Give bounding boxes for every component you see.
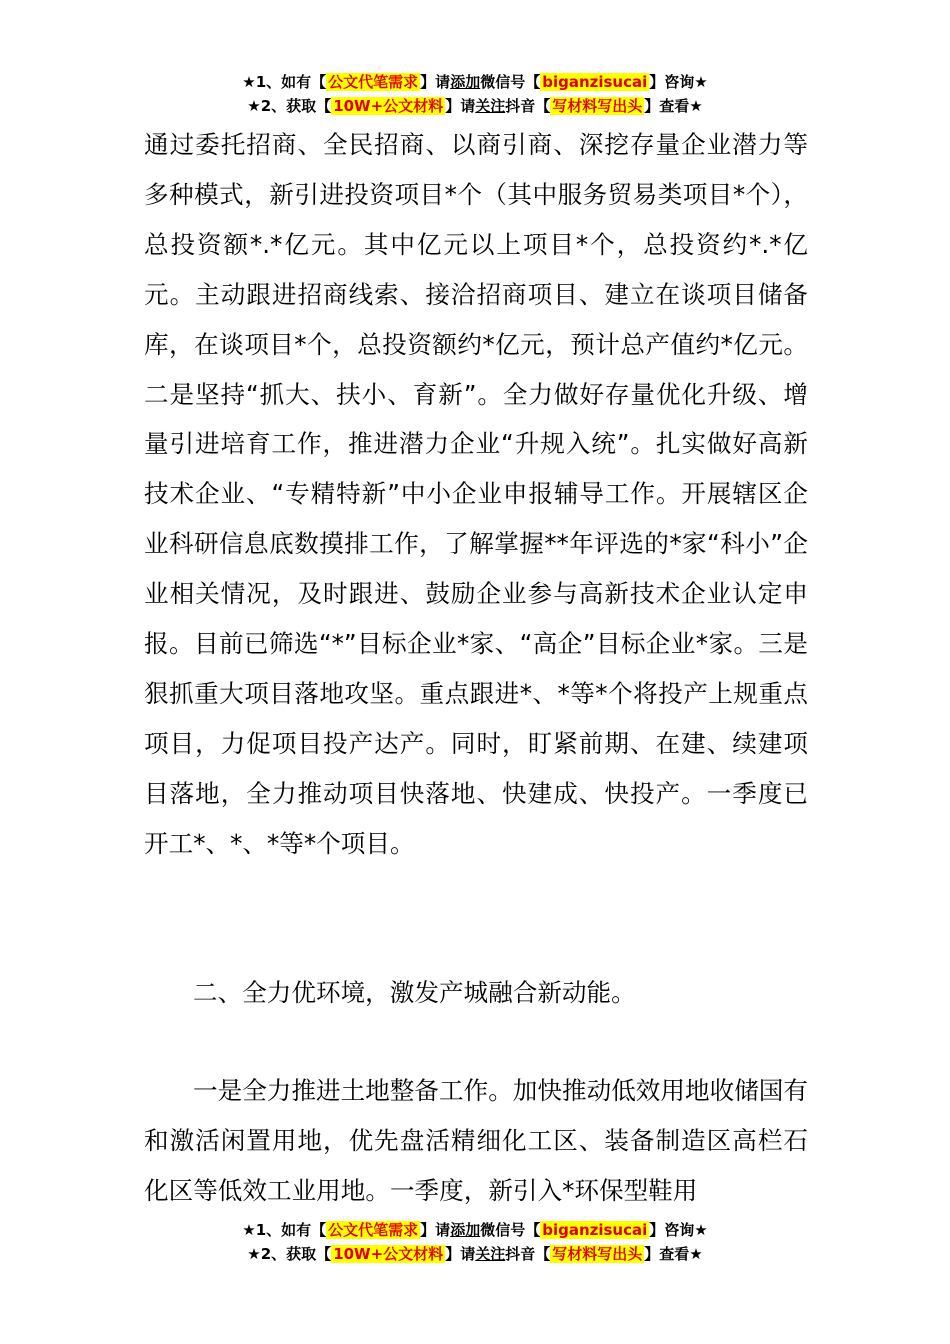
promo-line-1-highlight-wechat: biganzisucai [542, 1221, 648, 1239]
promo-line-2-suffix: 】查看★ [644, 1245, 703, 1263]
promo-line-1-middle-2: 微信号【 [480, 1221, 541, 1239]
promo-line-1 [0, 1218, 950, 1242]
promo-line-1 [0, 70, 950, 94]
promo-line-2-emphasis: 关注 [475, 97, 506, 115]
promo-line-2-highlight-materials: 10W+公文材料 [333, 97, 444, 115]
promo-line-1-prefix: ★1、如有【 [242, 73, 327, 91]
promo-line-2-middle: 】请 [445, 97, 476, 115]
promo-line-1-highlight-service: 公文代笔需求 [328, 73, 419, 91]
promo-line-1-middle-2: 微信号【 [480, 73, 541, 91]
promo-line-2-highlight-materials: 10W+公文材料 [333, 1245, 444, 1263]
promo-line-2 [0, 1242, 950, 1266]
promo-line-1-highlight-service: 公文代笔需求 [328, 1221, 419, 1239]
promo-line-2-middle: 】请 [445, 1245, 476, 1263]
promo-line-2-prefix: ★2、获取【 [247, 1245, 332, 1263]
body-paragraph-1: 通过委托招商、全民招商、以商引商、深挖存量企业潜力等多种模式，新引进投资项目*个（其中服务贸易类项目*个），总投资额*.*亿元。其中亿元以上项目*个，总投资约*.*亿元。主动跟进招商线索、接洽招商项目、建立在谈项目储备库，在谈项目*个，总投资额约*亿元，预计总产值约*亿元。二是坚持“抓大、扶小、育新”。全力做好存量优化升级、增量引进培育工作，推进潜力企业“升规入统”。扎实做好高新技术企业、“专精特新”中小企业申报辅导工作。开展辖区企业科研信息底数摸排工作，了解掌握**年评选的*家“科小”企业相关情况，及时跟进、鼓励企业参与高新技术企业认定申报。目前已筛选“*”目标企业*家、“高企”目标企业*家。三是狠抓重大项目落地攻坚。重点跟进*、*等*个将投产上规重点项目，力促项目投产达产。同时，盯紧前期、在建、续建项目落地，全力推动项目快落地、快建成、快投产。一季度已开工*、*、*等*个项目。 [144, 130, 808, 858]
promo-line-2-suffix: 】查看★ [644, 97, 703, 115]
promo-line-1-emphasis: 添加 [450, 73, 481, 91]
promo-line-1-emphasis: 添加 [450, 1221, 481, 1239]
bottom-promo-banner [0, 1218, 950, 1266]
promo-line-1-middle: 】请 [420, 1221, 451, 1239]
promo-line-2-middle-2: 抖音【 [505, 1245, 551, 1263]
promo-line-1-middle: 】请 [420, 73, 451, 91]
promo-line-2-emphasis: 关注 [475, 1245, 506, 1263]
promo-line-1-highlight-wechat: biganzisucai [542, 73, 648, 91]
promo-line-2-prefix: ★2、获取【 [247, 97, 332, 115]
promo-line-2-middle-2: 抖音【 [505, 97, 551, 115]
promo-line-2-highlight-douyin: 写材料写出头 [552, 97, 643, 115]
section-heading-2: 二、全力优环境，激发产城融合新动能。 [193, 978, 636, 1007]
promo-line-1-suffix: 】咨询★ [649, 73, 708, 91]
promo-line-2 [0, 94, 950, 118]
top-promo-banner [0, 70, 950, 118]
body-paragraph-2: 一是全力推进土地整备工作。加快推动低效用地收储国有和激活闲置用地，优先盘活精细化工区、装备制造区高栏石化区等低效工业用地。一季度，新引入*环保型鞋用 [144, 1076, 808, 1205]
promo-line-2-highlight-douyin: 写材料写出头 [552, 1245, 643, 1263]
promo-line-1-suffix: 】咨询★ [649, 1221, 708, 1239]
promo-line-1-prefix: ★1、如有【 [242, 1221, 327, 1239]
